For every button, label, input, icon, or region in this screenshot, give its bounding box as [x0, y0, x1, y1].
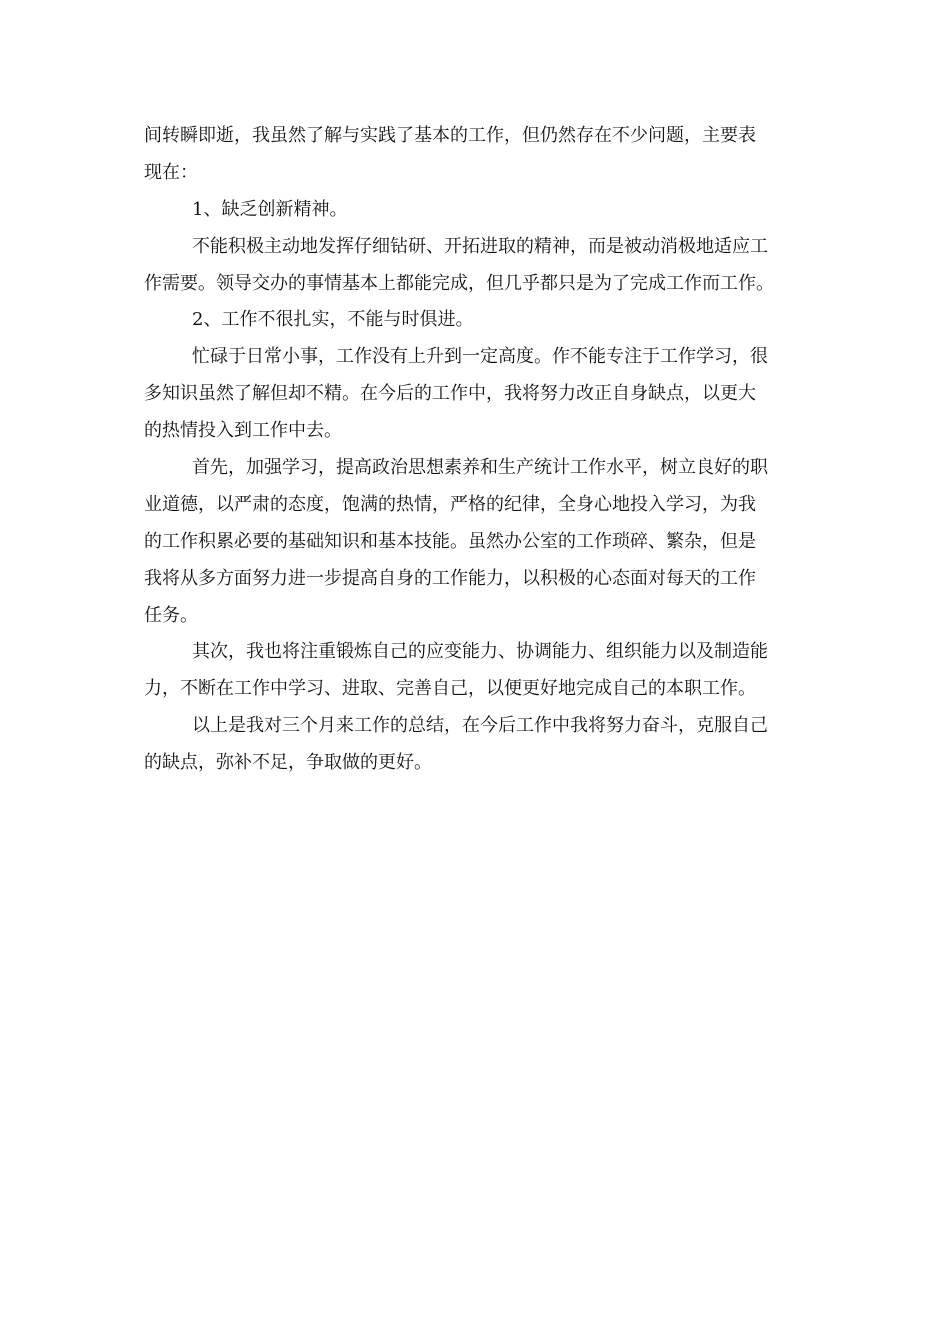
text-line: 业道德，以严肃的态度，饱满的热情，严格的纪律，全身心地投入学习，为我	[144, 493, 756, 515]
text-line-continuation: 间转瞬即逝，我虽然了解与实践了基本的工作，但仍然存在不少问题，主要表	[144, 125, 756, 146]
text-line: 不能积极主动地发挥仔细钻研、开拓进取的精神，而是被动消极地适应工	[192, 235, 768, 257]
text-line: 现在：	[144, 161, 198, 183]
text-line: 我将从多方面努力进一步提高自身的工作能力，以积极的心态面对每天的工作	[144, 567, 756, 589]
text-line: 其次，我也将注重锻炼自己的应变能力、协调能力、组织能力以及制造能	[192, 641, 768, 663]
section-heading-2: 2、工作不很扎实，不能与时俱进。	[192, 309, 474, 331]
text-line: 首先，加强学习，提高政治思想素养和生产统计工作水平，树立良好的职	[192, 457, 768, 479]
text-line: 的热情投入到工作中去。	[144, 420, 342, 442]
text-line: 的缺点，弥补不足，争取做的更好。	[144, 752, 432, 774]
text-line: 多知识虽然了解但却不精。在今后的工作中，我将努力改正自身缺点，以更大	[144, 383, 756, 405]
section-heading-1: 1、缺乏创新精神。	[192, 198, 348, 220]
text-line: 以上是我对三个月来工作的总结，在今后工作中我将努力奋斗，克服自己	[192, 715, 768, 737]
text-line: 任务。	[144, 604, 198, 626]
text-line: 作需要。领导交办的事情基本上都能完成，但几乎都只是为了完成工作而工作。	[144, 272, 774, 294]
text-line: 忙碌于日常小事，工作没有上升到一定高度。作不能专注于工作学习，很	[192, 346, 768, 368]
text-line: 力，不断在工作中学习、进取、完善自己，以便更好地完成自己的本职工作。	[144, 678, 756, 700]
text-line: 的工作积累必要的基础知识和基本技能。虽然办公室的工作琐碎、繁杂，但是	[144, 530, 756, 552]
document-body	[144, 118, 810, 782]
